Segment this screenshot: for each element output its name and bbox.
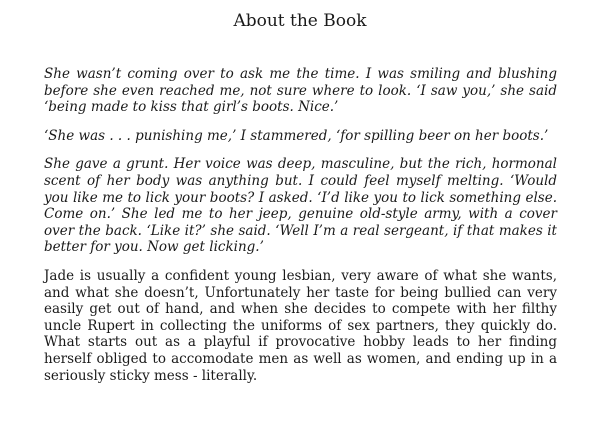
page-title: About the Book [233,11,367,31]
book-description [44,66,557,396]
excerpt-paragraph-2: ‘She was . . . punishing me,’ I stammered, ‘for spilling beer on her boots.’ [44,127,549,144]
excerpt-paragraph-3: She gave a grunt. Her voice was deep, masculine, but the rich, hormonal scent of her body was anything but. I could feel myself melting. ‘Would you like me to lick your boots? I asked. ‘I’d like you to lick something else. Come on.’ She led me to her jeep, genuine old-style army, with a cover over the back. ‘Like it?’ she said. ‘Well I’m a real sergeant, if that makes it better for you. Now get licking.’ [44,156,557,256]
synopsis-paragraph: Jade is usually a confident young lesbian, very aware of what she wants, and what she doesn’t, Unfortunately her taste for being bullied can very easily get out of hand, and when she decides to compete with her filthy uncle Rupert in collecting the uniforms of sex partners, they quickly do. What starts out as a playful if provocative hobby leads to her finding herself obliged to accomodate men as well as women, and ending up in a seriously sticky mess - literally. [44,267,557,384]
excerpt-paragraph-1: She wasn’t coming over to ask me the time. I was smiling and blushing before she even reached me, not sure where to look. ‘I saw you,’ she said ‘being made to kiss that girl’s boots. Nice.’ [44,66,557,116]
